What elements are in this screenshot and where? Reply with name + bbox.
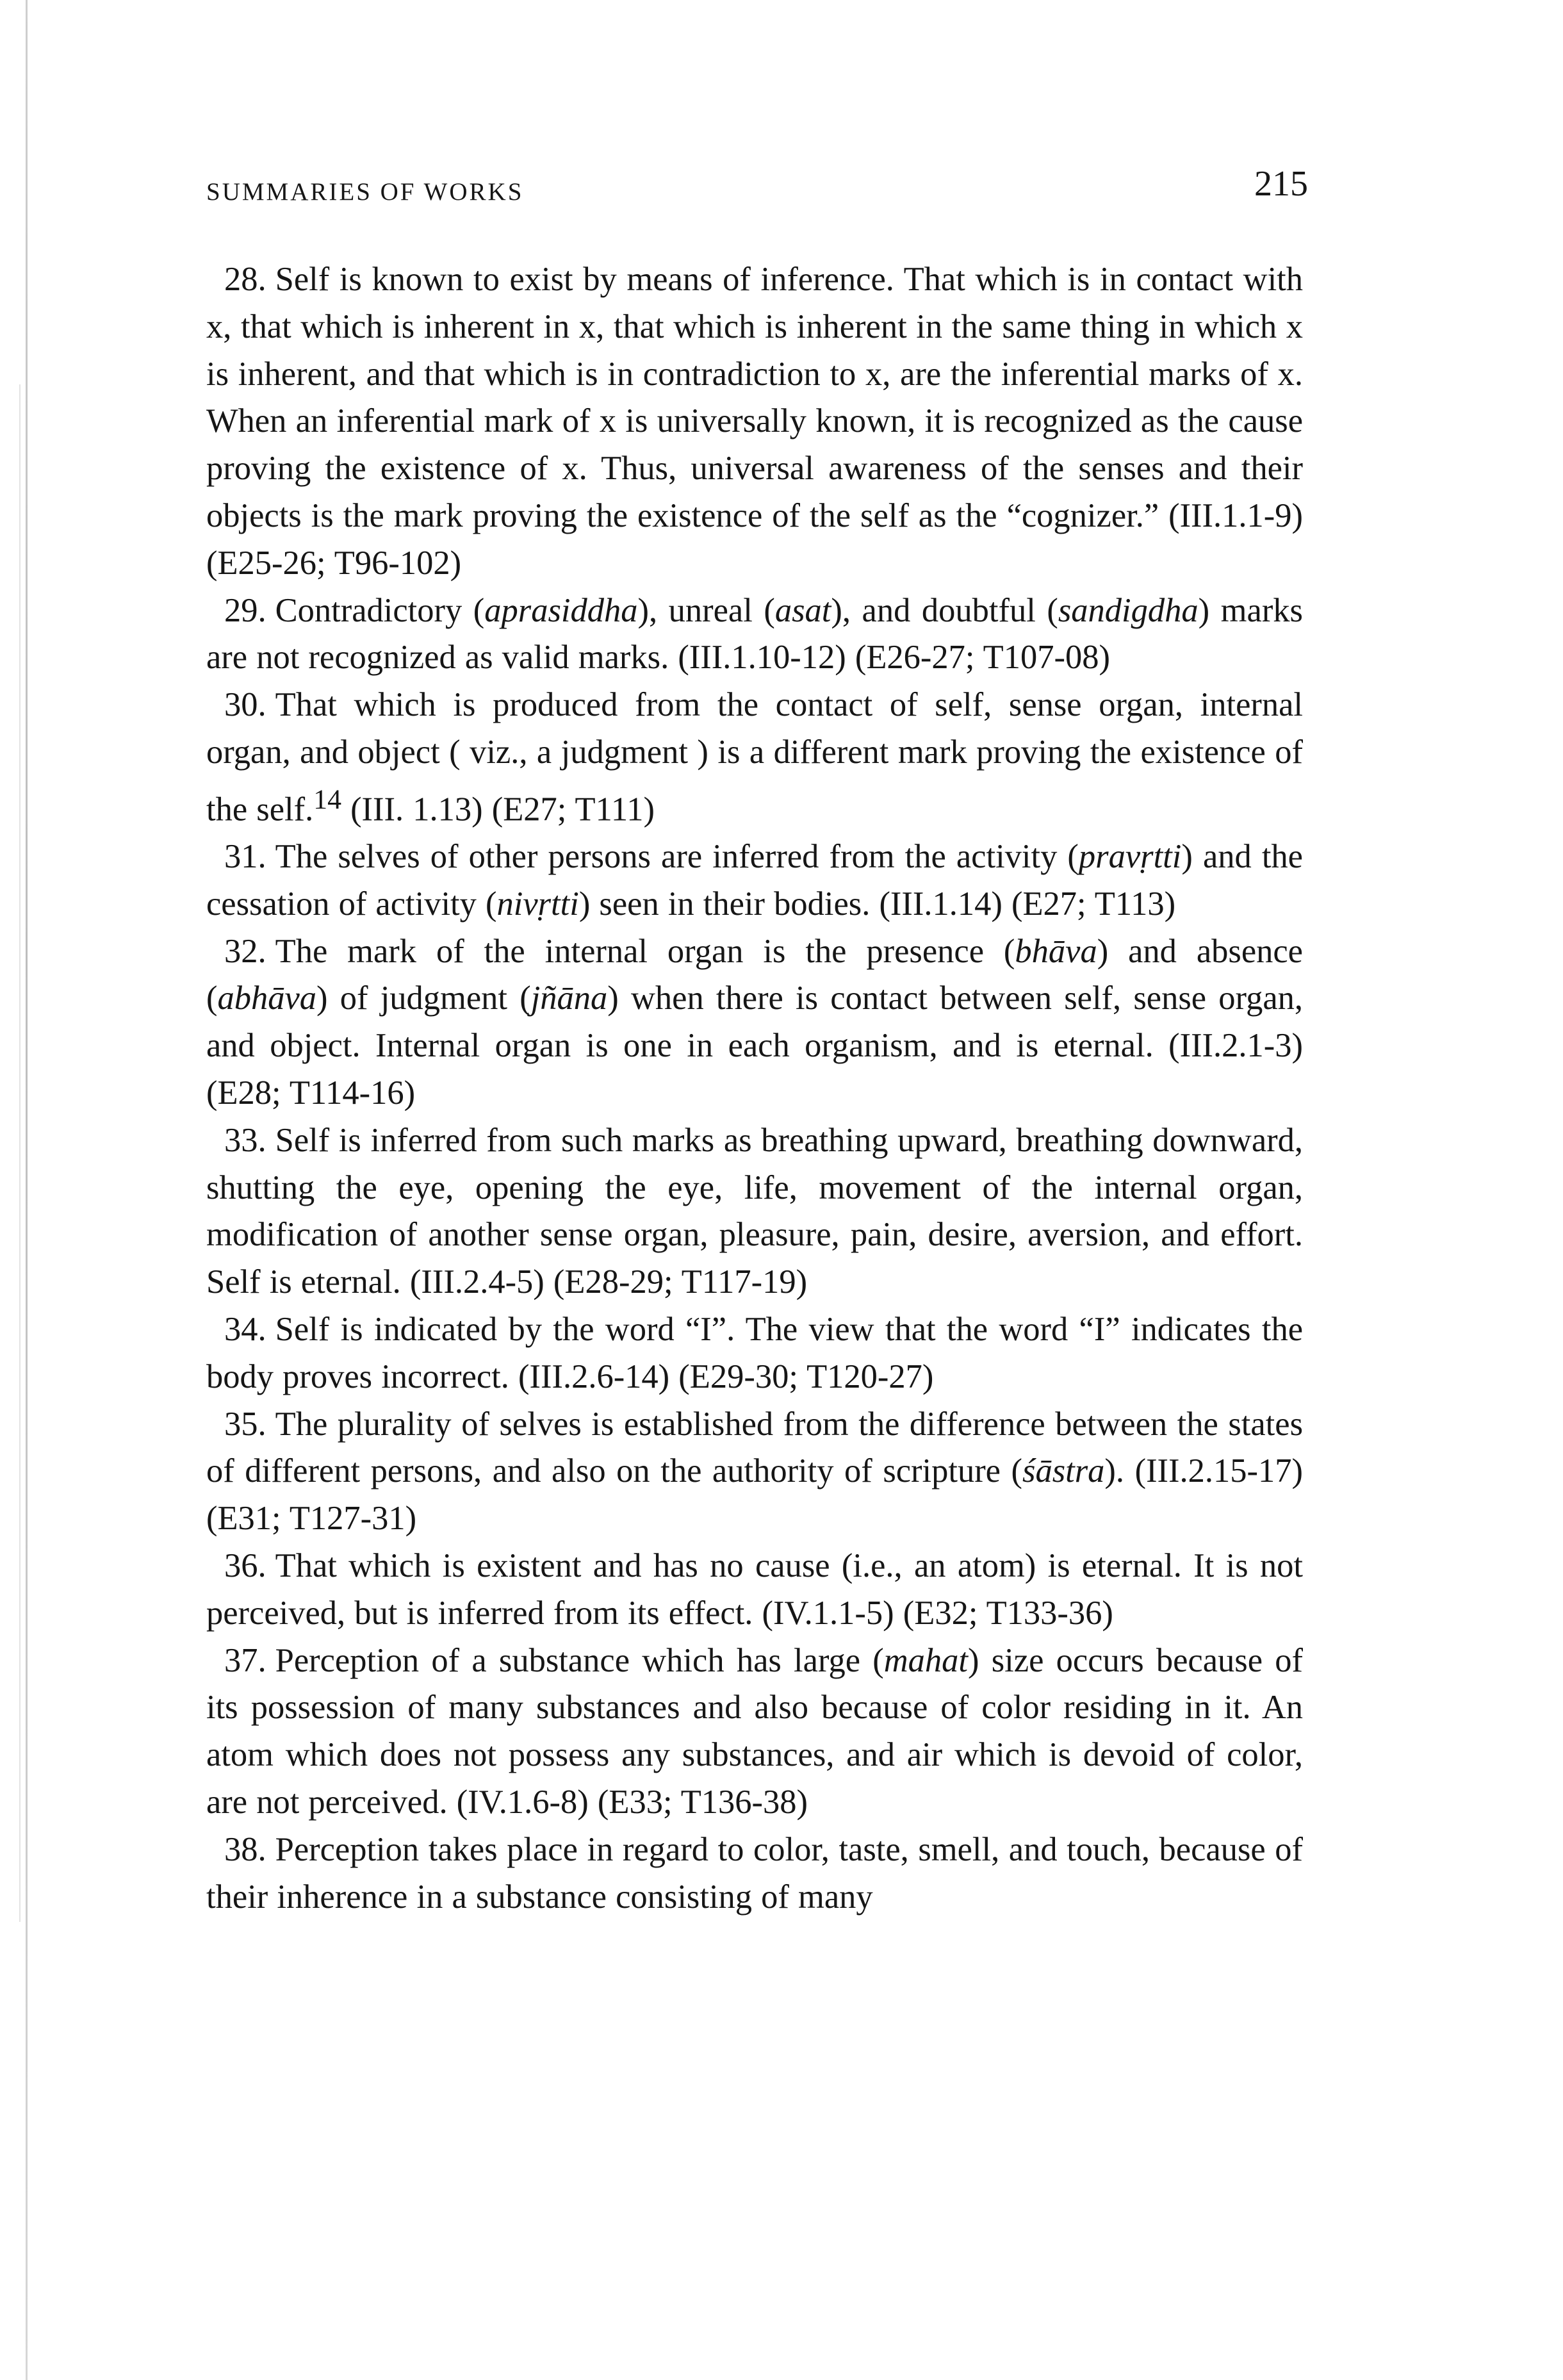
sanskrit-term: pravṛtti xyxy=(1078,838,1182,876)
paragraph-text: Self is known to exist by means of inference. That which is in contact with x, that which is inherent in x, that which is inherent in the same thing in which x is inherent, and that which is in contradiction to x, are the inferential marks of x. When an inferential mark of x is universally known, it is recognized as the cause proving the existence of x. Thus, universal awareness of the senses and their objects is the mark proving the existence of the self as the “cognizer.” (III.1.1-9) (E25-26; T96-102) xyxy=(206,261,1303,582)
paragraph-text: That which is existent and has no cause (i.e., an atom) is eternal. It is not perceived, but is inferred from its effect. (IV.1.1-5) (E32; T133-36) xyxy=(206,1547,1303,1632)
sanskrit-term: asat xyxy=(774,591,831,629)
paragraph-number: 32. xyxy=(224,932,266,970)
footnote-marker: 14 xyxy=(313,784,341,815)
paragraph-37 xyxy=(206,1637,1303,1826)
sanskrit-term: bhāva xyxy=(1015,932,1097,970)
paragraph-text: Contradictory ( xyxy=(275,591,485,629)
paragraph-number: 34. xyxy=(224,1311,266,1349)
paragraph-32 xyxy=(206,928,1303,1117)
scan-shadow xyxy=(19,384,20,1922)
paragraph-28 xyxy=(206,256,1303,587)
paragraph-33 xyxy=(206,1117,1303,1306)
paragraph-text: ), unreal ( xyxy=(637,591,775,629)
paragraph-text: ) when there is contact between self, sense organ, and object. Internal organ is one in each organism, and is eternal. (III.2.1-3) (E28; T114-16) xyxy=(206,980,1303,1112)
paragraph-30 xyxy=(206,682,1303,833)
paragraph-text: ), and doubtful ( xyxy=(831,591,1058,629)
paragraph-number: 38. xyxy=(224,1830,266,1868)
page-number: 215 xyxy=(1254,164,1308,204)
paragraph-29 xyxy=(206,587,1303,682)
paragraph-text: Perception of a substance which has large ( xyxy=(275,1641,884,1679)
scan-binding-edge xyxy=(26,0,28,2380)
paragraph-text: Perception takes place in regard to color, taste, smell, and touch, because of their inherence in a substance consisting of many xyxy=(206,1830,1303,1916)
paragraph-number: 31. xyxy=(224,838,266,876)
sanskrit-term: śāstra xyxy=(1022,1452,1105,1490)
paragraph-text: Self is indicated by the word “I”. The view that the word “I” indicates the body proves incorrect. (III.2.6-14) (E29-30; T120-27) xyxy=(206,1311,1303,1395)
paragraph-text: That which is produced from the contact of self, sense organ, internal organ, and object ( viz., a judgment ) is a different mark proving the existence of the self. xyxy=(206,686,1303,828)
paragraph-number: 28. xyxy=(224,261,266,298)
paragraph-text: ) and absence ( xyxy=(206,932,1303,1017)
running-title: SUMMARIES OF WORKS xyxy=(206,178,524,206)
paragraph-text: ). (III.2.15-17) (E31; T127-31) xyxy=(206,1452,1303,1538)
paragraph-text: ) of judgment ( xyxy=(316,980,531,1017)
sanskrit-term: jñāna xyxy=(530,980,608,1017)
paragraph-text: ) seen in their bodies. (III.1.14) (E27; T113) xyxy=(578,885,1176,923)
paragraph-31 xyxy=(206,833,1303,928)
paragraph-text: The plurality of selves is established from the difference between the states of different persons, and also on the authority of scripture ( xyxy=(206,1405,1303,1490)
paragraph-text: ) and the cessation of activity ( xyxy=(206,838,1303,923)
paragraph-text: (III. 1.13) (E27; T111) xyxy=(341,791,655,828)
body-text xyxy=(206,256,1303,1921)
paragraph-text: ) size occurs because of its possession of many substances and also because of color residing in it. An atom which does not possess any substances, and air which is devoid of color, are not perceived. (IV.1.6-8) (E33; T136-38) xyxy=(206,1641,1304,1821)
paragraph-text: The selves of other persons are inferred from the activity ( xyxy=(275,838,1079,876)
paragraph-number: 35. xyxy=(224,1405,266,1443)
paragraph-34 xyxy=(206,1306,1303,1401)
paragraph-number: 33. xyxy=(224,1121,266,1159)
paragraph-number: 30. xyxy=(224,686,266,724)
paragraph-text: Self is inferred from such marks as breathing upward, breathing downward, shutting the eye, opening the eye, life, movement of the internal organ, modification of another sense organ, pleasure, pain, desire, aversion, and effort. Self is eternal. (III.2.4-5) (E28-29; T117-19) xyxy=(206,1121,1303,1301)
paragraph-text: The mark of the internal organ is the presence ( xyxy=(275,932,1015,970)
paragraph-35 xyxy=(206,1401,1303,1543)
paragraph-38 xyxy=(206,1826,1303,1921)
sanskrit-term: nivṛtti xyxy=(496,885,579,923)
sanskrit-term: aprasiddha xyxy=(484,591,638,629)
paragraph-number: 37. xyxy=(224,1641,266,1679)
sanskrit-term: abhāva xyxy=(217,980,317,1017)
paragraph-36 xyxy=(206,1543,1303,1637)
paragraph-number: 36. xyxy=(224,1547,266,1585)
paragraph-text: ) marks are not recognized as valid marks. (III.1.10-12) (E26-27; T107-08) xyxy=(206,591,1303,677)
running-head xyxy=(206,163,1308,215)
sanskrit-term: sandigdha xyxy=(1058,591,1199,629)
sanskrit-term: mahat xyxy=(883,1641,969,1679)
paragraph-number: 29. xyxy=(224,591,266,629)
